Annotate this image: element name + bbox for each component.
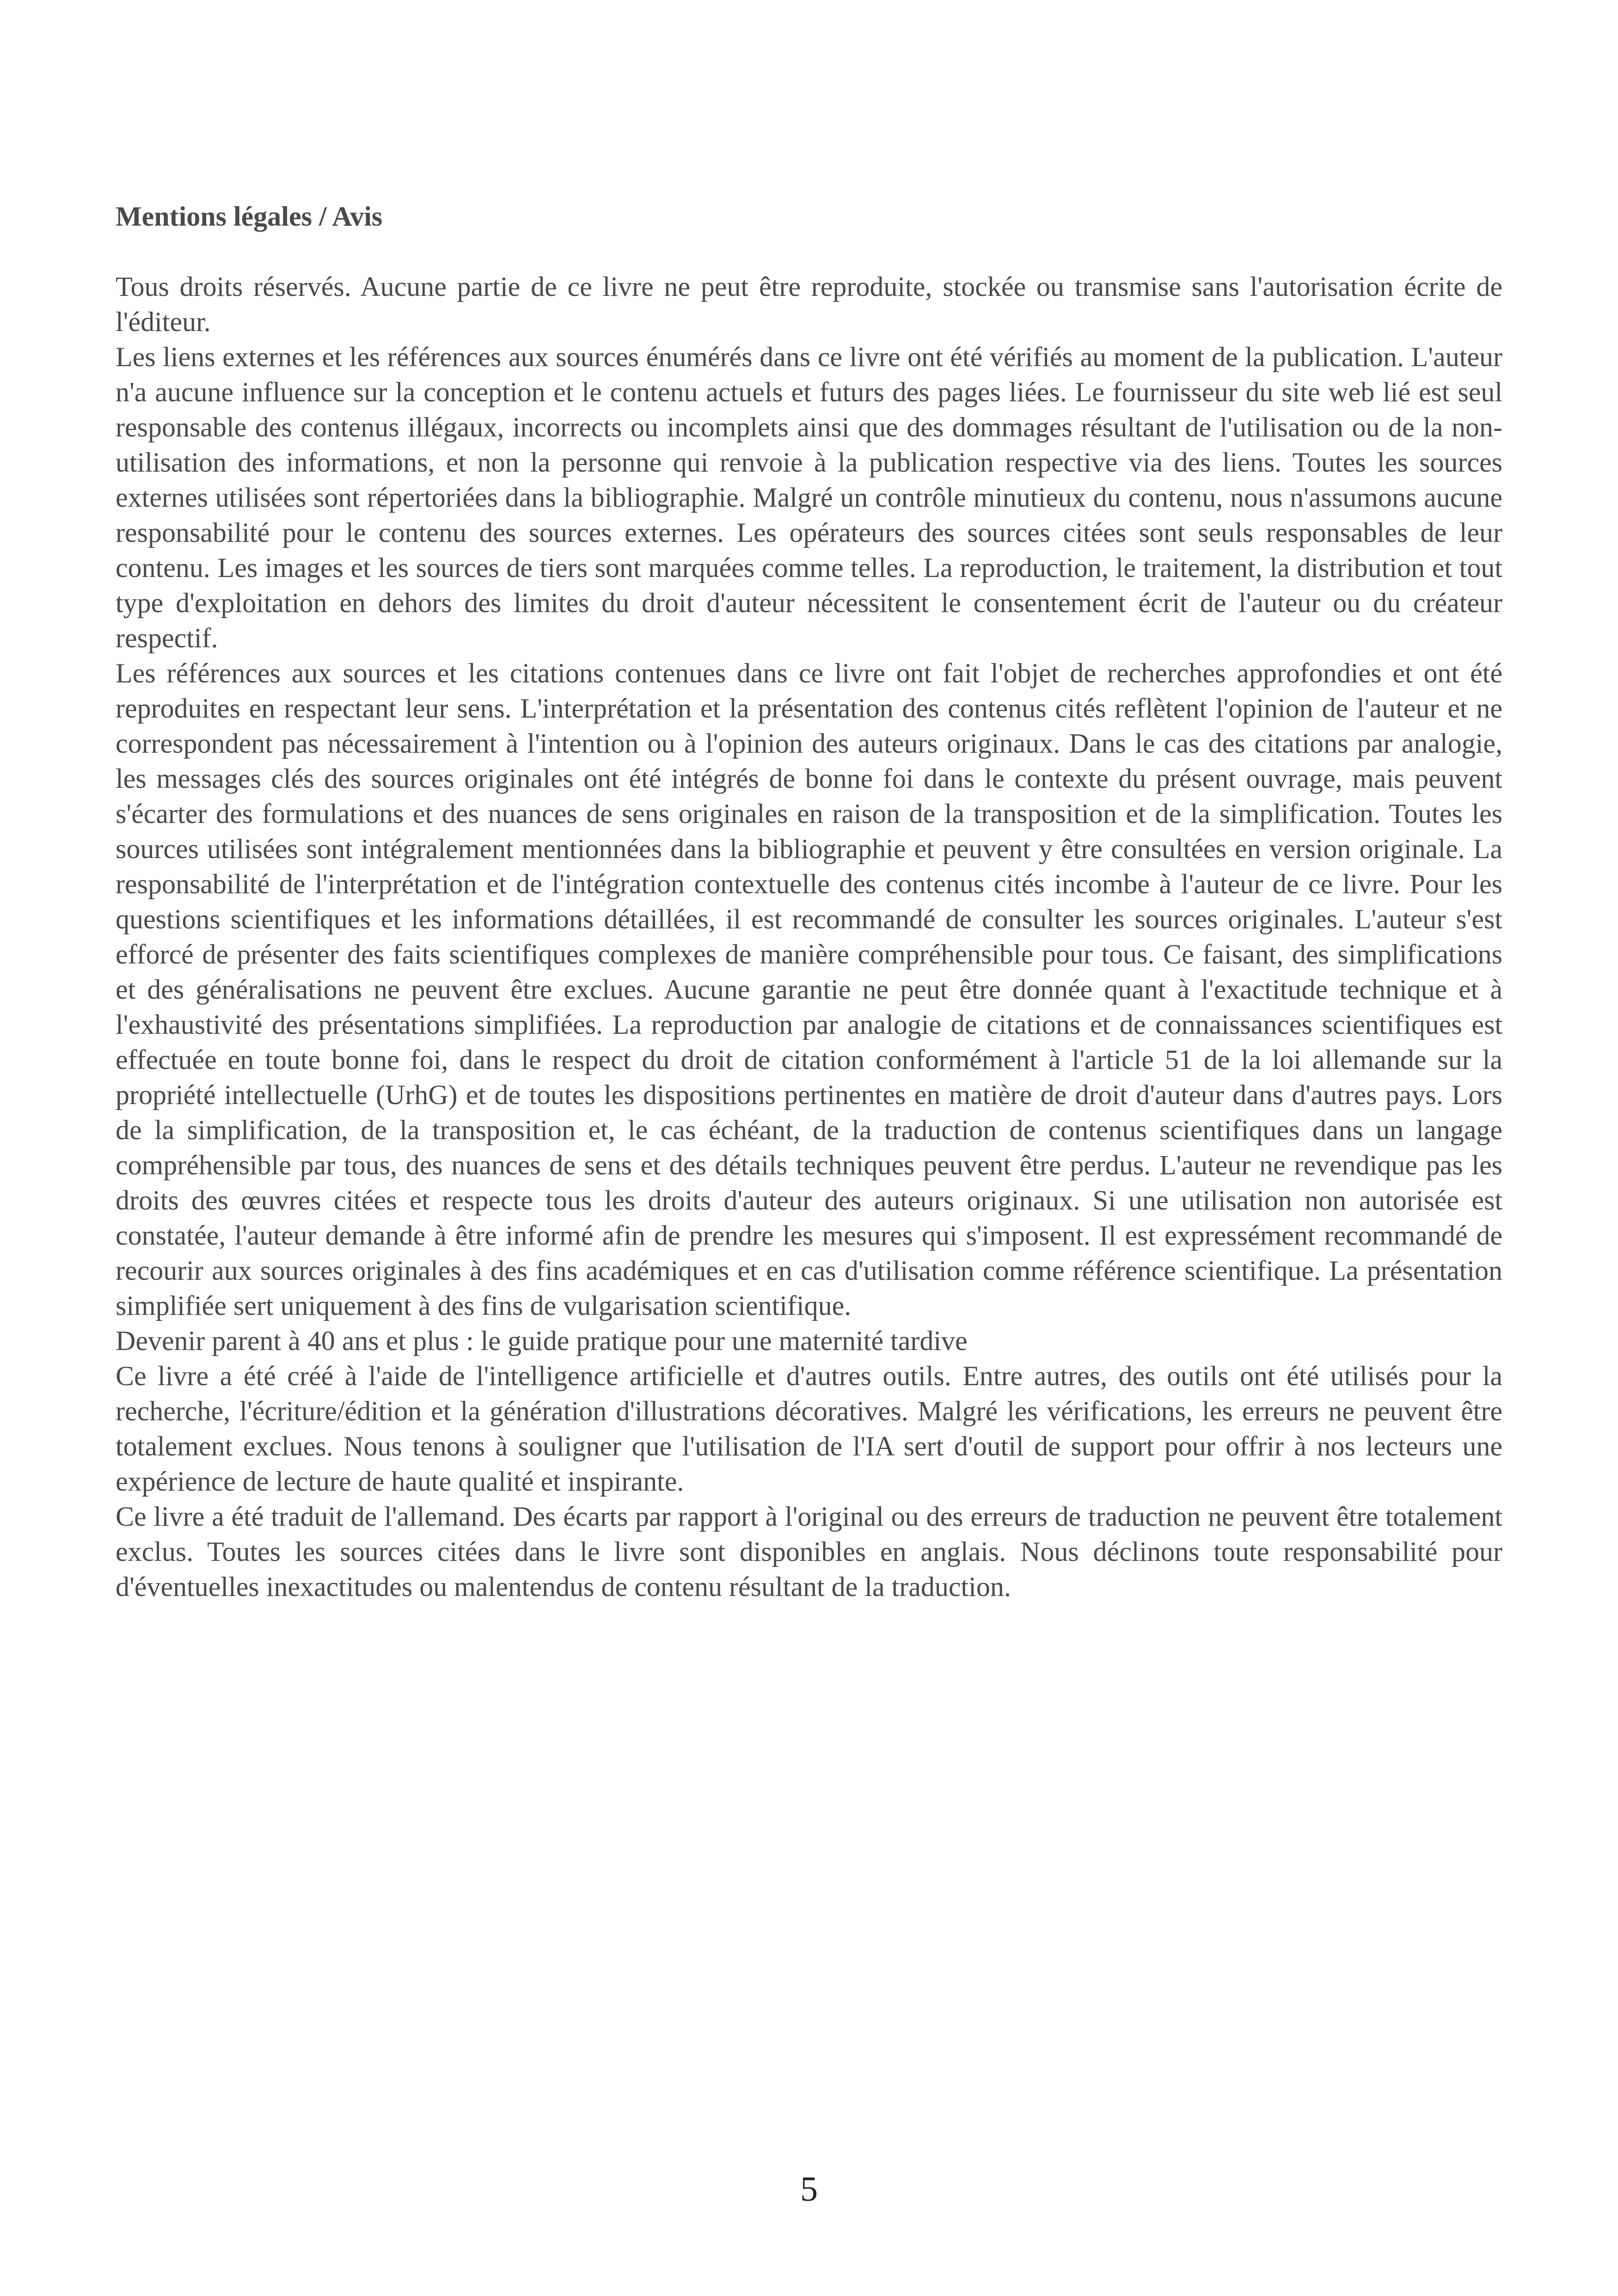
page-number: 5: [800, 2170, 818, 2209]
page-content: [116, 199, 1502, 1604]
paragraph-external-links: Les liens externes et les références aux sources énumérés dans ce livre ont été vérifiés au moment de la publication. L'auteur n'a aucune influence sur la conception et le contenu actuels et futurs des pages liées. Le fournisseur du site web lié est seul responsable des contenus illégaux, incorrects ou incomplets ainsi que des dommages résultant de l'utilisation ou de la non-utilisation des informations, et non la personne qui renvoie à la publication respective via des liens. Toutes les sources externes utilisées sont répertoriées dans la bibliographie. Malgré un contrôle minutieux du contenu, nous n'assumons aucune responsabilité pour le contenu des sources externes. Les opérateurs des sources citées sont seuls responsables de leur contenu. Les images et les sources de tiers sont marquées comme telles. La reproduction, le traitement, la distribution et tout type d'exploitation en dehors des limites du droit d'auteur nécessitent le consentement écrit de l'auteur ou du créateur respectif.: [116, 342, 1502, 653]
paragraph-citations: Les références aux sources et les citations contenues dans ce livre ont fait l'objet de recherches approfondies et ont été reproduites en respectant leur sens. L'interprétation et la présentation des contenus cités reflètent l'opinion de l'auteur et ne correspondent pas nécessairement à l'intention ou à l'opinion des auteurs originaux. Dans le cas des citations par analogie, les messages clés des sources originales ont été intégrés de bonne foi dans le contexte du présent ouvrage, mais peuvent s'écarter des formulations et des nuances de sens originales en raison de la transposition et de la simplification. Toutes les sources utilisées sont intégralement mentionnées dans la bibliographie et peuvent y être consultées en version originale. La responsabilité de l'interprétation et de l'intégration contextuelle des contenus cités incombe à l'auteur de ce livre. Pour les questions scientifiques et les informations détaillées, il est recommandé de consulter les sources originales. L'auteur s'est efforcé de présenter des faits scientifiques complexes de manière compréhensible pour tous. Ce faisant, des simplifications et des généralisations ne peuvent être exclues. Aucune garantie ne peut être donnée quant à l'exactitude technique et à l'exhaustivité des présentations simplifiées. La reproduction par analogie de citations et de connaissances scientifiques est effectuée en toute bonne foi, dans le respect du droit de citation conformément à l'article 51 de la loi allemande sur la propriété intellectuelle (UrhG) et de toutes les dispositions pertinentes en matière de droit d'auteur dans d'autres pays. Lors de la simplification, de la transposition et, le cas échéant, de la traduction de contenus scientifiques dans un langage compréhensible par tous, des nuances de sens et des détails techniques peuvent être perdus. L'auteur ne revendique pas les droits des œuvres citées et respecte tous les droits d'auteur des auteurs originaux. Si une utilisation non autorisée est constatée, l'auteur demande à être informé afin de prendre les mesures qui s'imposent. Il est expressément recommandé de recourir aux sources originales à des fins académiques et en cas d'utilisation comme référence scientifique. La présentation simplifiée sert uniquement à des fins de vulgarisation scientifique.: [116, 658, 1502, 1321]
paragraph-ai-notice: Ce livre a été créé à l'aide de l'intelligence artificielle et d'autres outils. Entre autres, des outils ont été utilisés pour la recherche, l'écriture/édition et la génération d'illustrations décoratives. Malgré les vérifications, les erreurs ne peuvent être totalement exclues. Nous tenons à souligner que l'utilisation de l'IA sert d'outil de support pour offrir à nos lecteurs une expérience de lecture de haute qualité et inspirante.: [116, 1361, 1502, 1497]
paragraph-translation-notice: Ce livre a été traduit de l'allemand. Des écarts par rapport à l'original ou des erreurs de traduction ne peuvent être totalement exclus. Toutes les sources citées dans le livre sont disponibles en anglais. Nous déclinons toute responsabilité pour d'éventuelles inexactitudes ou malentendus de contenu résultant de la traduction.: [116, 1501, 1502, 1602]
page-title: Mentions légales / Avis: [116, 201, 383, 232]
paragraph-rights: Tous droits réservés. Aucune partie de ce livre ne peut être reproduite, stockée ou transmise sans l'autorisation écrite de l'éditeur.: [116, 271, 1502, 337]
paragraph-book-title: Devenir parent à 40 ans et plus : le guide pratique pour une maternité tardive: [116, 1326, 968, 1356]
